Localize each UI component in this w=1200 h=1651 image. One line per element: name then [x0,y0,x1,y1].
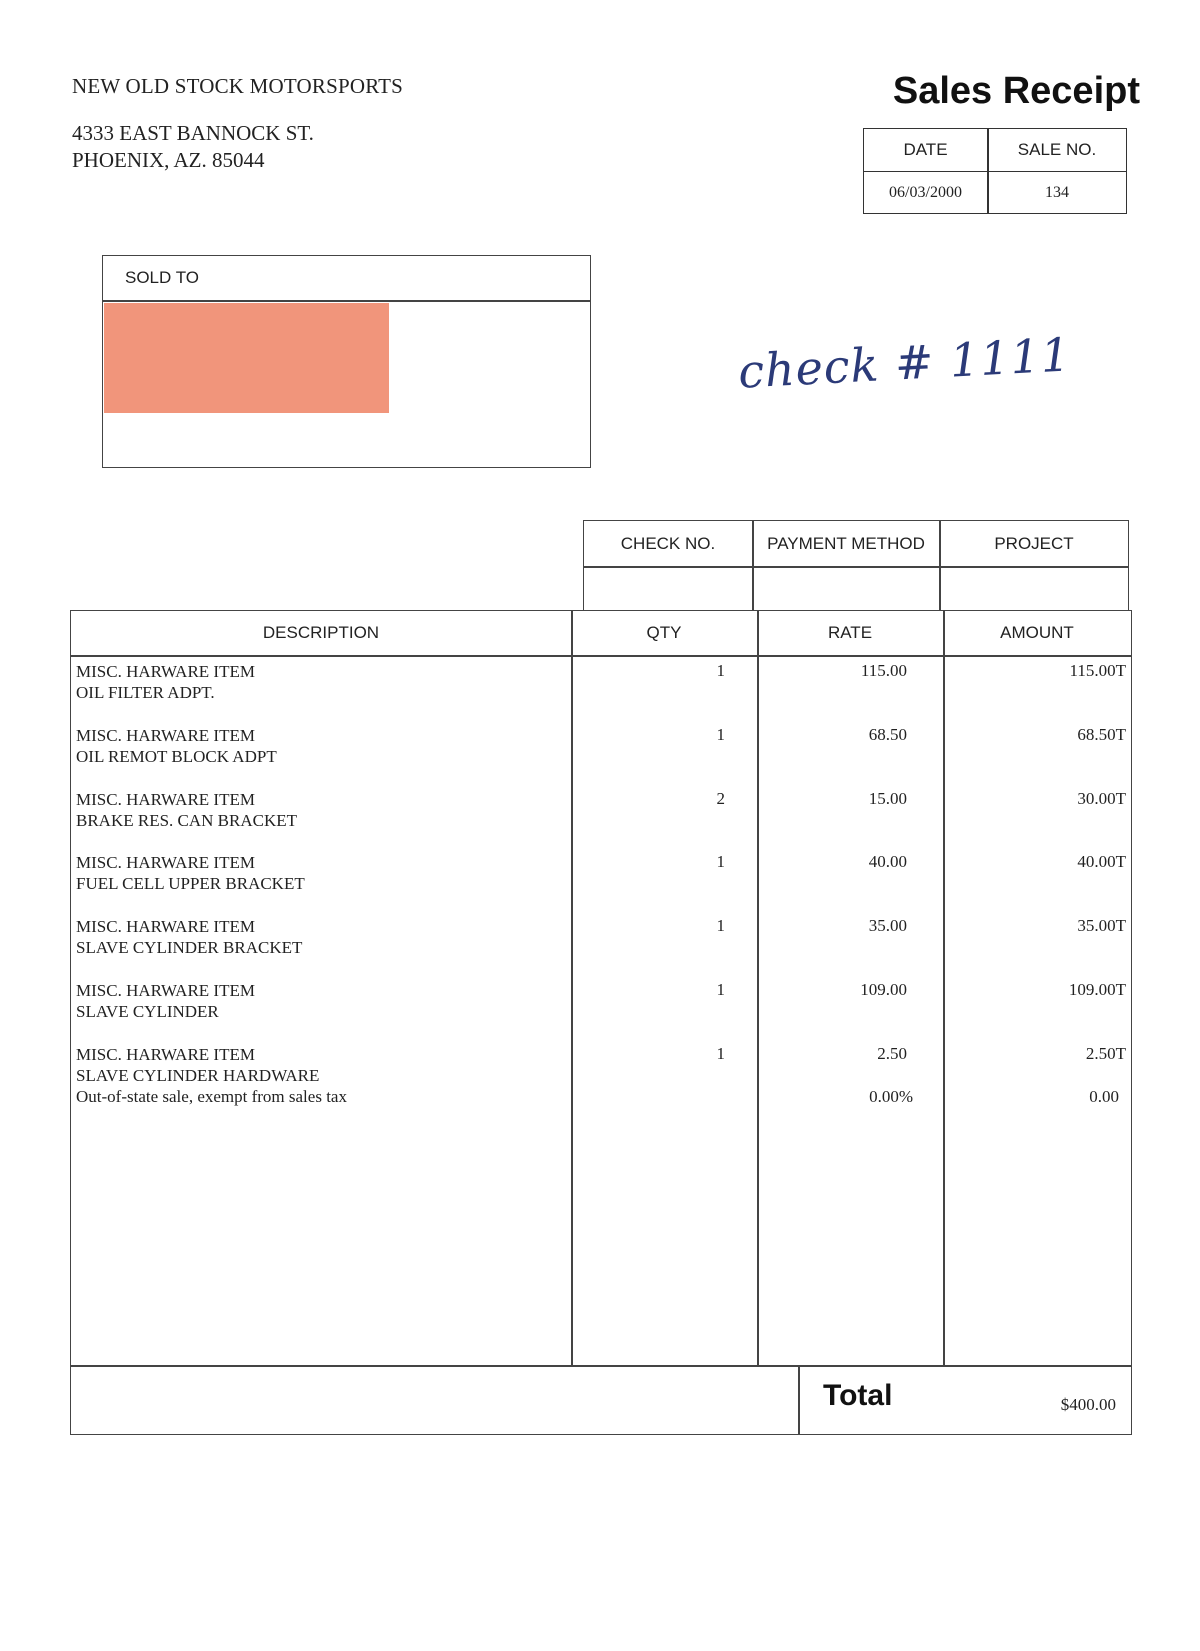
item-qty: 1 [716,725,725,744]
item-description [76,661,556,703]
item-title: MISC. HARWARE ITEM [76,853,255,872]
tax-rate: 0.00% [869,1087,913,1106]
item-qty: 1 [716,1044,725,1063]
company-address-line2: PHOENIX, AZ. 85044 [72,148,265,172]
sold-to-label: SOLD TO [125,268,200,287]
description-header: DESCRIPTION [262,623,380,642]
item-amount: 2.50T [1085,1044,1126,1063]
table-row [71,980,1133,1034]
item-qty: 1 [716,852,725,871]
item-rate: 115.00 [860,661,907,680]
check-no-label: CHECK NO. [620,533,716,553]
item-qty: 1 [716,916,725,935]
amount-header: AMOUNT [1000,623,1074,642]
item-title: MISC. HARWARE ITEM [76,662,255,681]
header-row-line [71,655,1131,657]
table-row [71,916,1133,970]
date-label: DATE [864,129,987,172]
item-rate: 35.00 [868,916,907,935]
item-detail: SLAVE CYLINDER HARDWARE [76,1066,320,1085]
item-qty: 2 [716,789,725,808]
item-rate: 40.00 [868,852,907,871]
item-rate: 109.00 [860,980,907,999]
item-detail: BRAKE RES. CAN BRACKET [76,811,298,830]
item-description [76,725,556,767]
total-row-line [71,1365,1131,1367]
total-divider [798,1365,800,1434]
tax-amount: 0.00 [1089,1087,1119,1106]
item-description [76,1044,556,1086]
tax-exempt-note: Out-of-state sale, exempt from sales tax [76,1087,347,1106]
item-title: MISC. HARWARE ITEM [76,726,255,745]
item-rate: 15.00 [868,789,907,808]
item-rate: 2.50 [877,1044,907,1063]
item-description [76,789,556,831]
item-title: MISC. HARWARE ITEM [76,981,255,1000]
table-row [71,852,1133,906]
item-description [76,916,556,958]
payment-method-value [753,567,939,612]
table-row [71,661,1133,715]
item-amount: 35.00T [1077,916,1126,935]
item-description [76,980,556,1022]
redaction-block [104,303,389,413]
item-detail: FUEL CELL UPPER BRACKET [76,874,305,893]
item-qty: 1 [716,980,725,999]
qty-header: QTY [646,623,682,642]
sale-no-label: SALE NO. [988,129,1126,172]
table-row [71,789,1133,843]
item-detail: SLAVE CYLINDER [76,1002,219,1021]
item-detail: SLAVE CYLINDER BRACKET [76,938,303,957]
company-name: NEW OLD STOCK MOTORSPORTS [72,74,404,98]
payment-method-label: PAYMENT METHOD [767,533,925,553]
company-address [72,120,314,174]
payment-info-box [583,520,1129,611]
total-label: Total [823,1379,893,1412]
receipt-info-box [863,128,1127,214]
check-no-value [584,567,752,612]
item-description [76,852,556,894]
item-amount: 68.50T [1077,725,1126,744]
project-label: PROJECT [994,533,1074,553]
line-items-table [70,610,1132,1435]
handwritten-check-note: check # 1111 [736,327,1073,399]
item-amount: 40.00T [1077,852,1126,871]
item-amount: 30.00T [1077,789,1126,808]
item-detail: OIL FILTER ADPT. [76,683,215,702]
item-title: MISC. HARWARE ITEM [76,1045,255,1064]
total-amount: $400.00 [1060,1395,1116,1414]
item-detail: OIL REMOT BLOCK ADPT [76,747,277,766]
project-value [940,567,1128,612]
item-qty: 1 [716,661,725,680]
item-rate: 68.50 [868,725,907,744]
table-row [71,725,1133,779]
document-title: Sales Receipt [892,70,1140,112]
sale-no-value: 134 [1045,183,1069,201]
item-title: MISC. HARWARE ITEM [76,790,255,809]
date-value: 06/03/2000 [889,183,962,201]
item-amount: 109.00T [1068,980,1126,999]
item-amount: 115.00T [1069,661,1126,680]
sold-to-divider [103,300,590,302]
rate-header: RATE [827,623,873,642]
company-address-line1: 4333 EAST BANNOCK ST. [72,121,314,145]
item-title: MISC. HARWARE ITEM [76,917,255,936]
